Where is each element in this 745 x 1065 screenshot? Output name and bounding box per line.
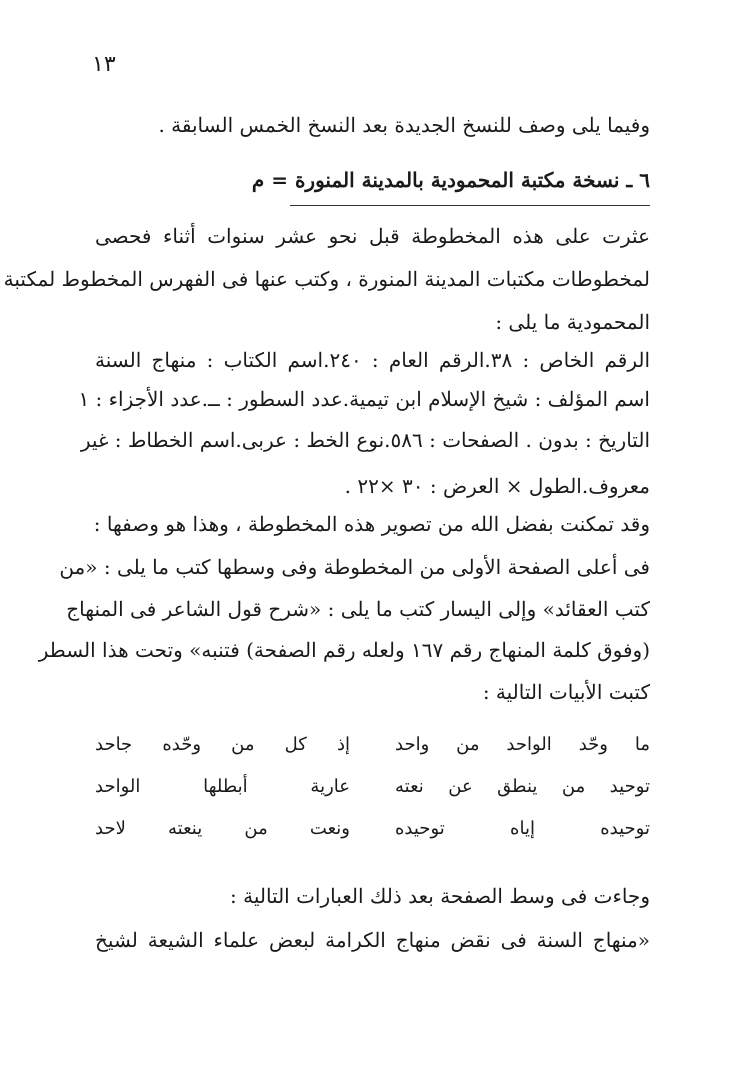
verse-first-hemistich: توحيد من ينطق عن نعته [395,776,650,797]
paragraph-line: وقد تمكنت بفضل الله من تصوير هذه المخطوطة ، وهذا هو وصفها : [93,512,650,536]
verse-second-hemistich: عارية أبطلها الواحد [95,776,350,797]
verse-first-hemistich: ما وحّد الواحد من واحد [395,734,650,755]
poem-verse [95,818,650,839]
paragraph-line: كتبت الأبيات التالية : [482,680,650,704]
paragraph-line: (وفوق كلمة المنهاج رقم ١٦٧ ولعله رقم الصفحة) فتنبه» وتحت هذا السطر [38,638,650,662]
paragraph-line: وجاءت فى وسط الصفحة بعد ذلك العبارات التالية : [230,884,650,908]
poem-verse [95,734,650,755]
paragraph-line: «منهاج السنة فى نقض منهاج الكرامة لبعض علماء الشيعة لشيخ [95,928,650,952]
section-heading: ٦ ـ نسخة مكتبة المحمودية بالمدينة المنورة = م [251,168,650,192]
verse-second-hemistich: ونعت من ينعته لاحد [95,818,350,839]
paragraph-line: الرقم الخاص : ٣٨.الرقم العام : ٢٤٠.اسم الكتاب : منهاج السنة [95,348,651,372]
heading-underline [290,205,650,206]
paragraph-line: اسم المؤلف : شيخ الإسلام ابن تيمية.عدد السطور : ــ.عدد الأجزاء : ١ [78,387,650,411]
verse-first-hemistich: توحيده إياه توحيده [395,818,650,839]
page-number: ١٣ [92,52,116,77]
poem-verse [95,776,650,797]
paragraph-line: معروف.الطول × العرض : ٣٠ ×٢٢ . [344,474,650,498]
paragraph-line: عثرت على هذه المخطوطة قبل نحو عشر سنوات أثناء فحصى [95,224,650,248]
intro-line: وفيما يلى وصف للنسخ الجديدة بعد النسخ الخمس السابقة . [158,113,650,137]
verse-second-hemistich: إذ كل من وحّده جاحد [95,734,350,755]
paragraph-line: لمخطوطات مكتبات المدينة المنورة ، وكتب عنها فى الفهرس المخطوط لمكتبة [3,267,650,291]
paragraph-line: فى أعلى الصفحة الأولى من المخطوطة وفى وسطها كتب ما يلى : «من [59,555,650,579]
paragraph-line: المحمودية ما يلى : [495,310,650,334]
paragraph-line: كتب العقائد» وإلى اليسار كتب ما يلى : «شرح قول الشاعر فى المنهاج [66,597,650,621]
paragraph-line: التاريخ : بدون . الصفحات : ٥٨٦.نوع الخط : عربى.اسم الخطاط : غير [80,428,650,452]
